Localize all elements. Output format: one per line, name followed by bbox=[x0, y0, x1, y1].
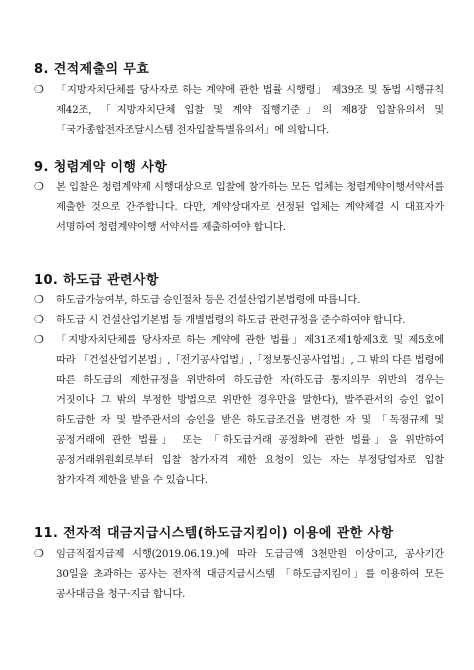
section-10-heading: 10. 하도급 관련사항 bbox=[34, 273, 159, 288]
section-10-item-1 bbox=[34, 290, 444, 310]
section-11-heading: 11. 전자적 대금지급시스템(하도급지킴이) 이용에 관한 사항 bbox=[34, 526, 394, 541]
section-10-item-2 bbox=[34, 310, 444, 330]
item-text: 임금직접지급제 시행(2019.06.19.)에 따라 도급금액 3천만원 이상이고, 공사기간 30일을 초과하는 공사는 전자적 대금지급시스템 「하도급지킴이」를 이용하여 모든 공사대금을 청구·지급 합니다. bbox=[56, 548, 444, 600]
item-text: 「지방자치단체를 당사자로 하는 계약에 관한 법률」제31조제1항제3호 및 제5호에 따라 「건설산업기본법」,「전기공사업법」,「정보통신공사업법」, 그 밖의 다른 법령에 따른 하도급의 제한규정을 위반하여 하도급한 자(하도급 통지의무 위반의 경우는 거짓이나 그 밖의 부정한 방법으로 위반한 경우만을 말한다), 발주관서의 승인 없이 하도급한 자 및 발주관서의 승인을 받은 하도급조건을 변경한 자 및 「독점규제 및 공정거래에 관한 법률」 또는 「하도급거래 공정화에 관한 법률」을 위반하여 공정거래위원회로부터 입찰 참가자격 제한 요청이 있는 자는 부정당업자로 입찰 참가자격 제한을 받을 수 있습니다. bbox=[56, 334, 444, 486]
bullet-icon: ❍ bbox=[34, 293, 44, 306]
item-text: 하도급가능여부, 하도급 승인절차 등은 건설산업기본법령에 따릅니다. bbox=[56, 294, 361, 306]
bullet-icon: ❍ bbox=[34, 313, 44, 326]
section-10-item-3 bbox=[34, 330, 444, 490]
item-text: 「지방자치단체를 당사자로 하는 계약에 관한 법률 시행령」 제39조 및 동법 시행규칙 제42조, 「지방자치단체 입찰 및 계약 집행기준」의 제8장 입찰유의서 및 「국가종합전자조달시스템 전자입찰특별유의서」에 의합니다. bbox=[56, 84, 444, 136]
section-9-heading: 9. 청렴계약 이행 사항 bbox=[34, 160, 168, 175]
bullet-icon: ❍ bbox=[34, 547, 44, 560]
bullet-icon: ❍ bbox=[34, 180, 44, 193]
section-8-heading: 8. 견적제출의 무효 bbox=[34, 62, 150, 77]
item-text: 본 입찰은 청렴계약제 시행대상으로 입찰에 참가하는 모든 업체는 청렴계약이행서약서를 제출한 것으로 간주합니다. 다만, 계약상대자로 선정된 업체는 계약체결 시 대표자가 서명하여 청렴계약이행 서약서를 제출하여야 합니다. bbox=[56, 181, 444, 233]
item-text: 하도급 시 건설산업기본법 등 개별법령의 하도급 관련규정을 준수하여야 합니다. bbox=[56, 314, 406, 326]
section-9-item-1 bbox=[34, 177, 444, 237]
section-8-item-1 bbox=[34, 80, 444, 140]
bullet-icon: ❍ bbox=[34, 333, 44, 346]
section-11-item-1 bbox=[34, 544, 444, 604]
bullet-icon: ❍ bbox=[34, 83, 44, 96]
